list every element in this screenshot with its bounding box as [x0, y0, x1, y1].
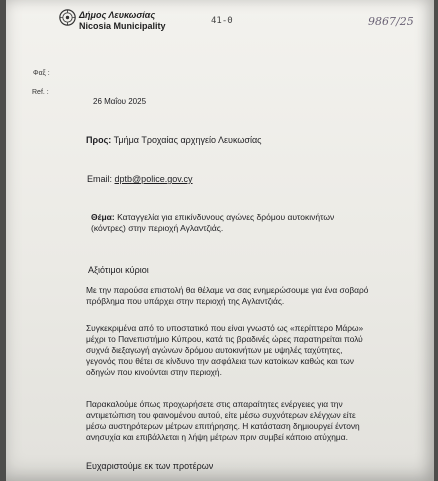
closing-line: Ευχαριστούμε εκ των προτέρων: [86, 461, 214, 471]
paragraph-1: [86, 285, 368, 307]
paragraph-line: αντιμετώπιση του φαινομένου αυτού, είτε μέσω συχνότερων ελέγχων είτε: [86, 410, 356, 420]
greeting: Αξιότιμοι κύριοι: [88, 265, 149, 275]
organization-name-greek: Δήμος Λευκωσίας: [79, 10, 156, 20]
municipality-crest-icon: [59, 9, 76, 26]
subject-line: (κόντρες) στην περιοχή Αγλαντζιάς.: [91, 223, 224, 233]
subject-line: Καταγγελία για επικίνδυνους αγώνες δρόμου αυτοκινήτων: [117, 212, 335, 222]
subject-label: Θέμα:: [91, 212, 115, 222]
paragraph-line: οδηγών που κινούνται στην περιοχή.: [86, 367, 222, 377]
subject-block: [91, 212, 334, 234]
paragraph-line: Συγκεκριμένα από το υποστατικό που είναι γνωστό ως «περίπτερο Μάρω»: [86, 323, 364, 333]
letter-date: 26 Μαΐου 2025: [93, 97, 147, 106]
paragraph-2: [86, 323, 363, 378]
handwritten-registry-number: 9867/25: [368, 15, 414, 28]
fax-label: Φαξ :: [33, 70, 50, 77]
paragraph-line: μέσω αυστηρότερων μέτρων επιτήρησης. Η κατάσταση δημιουργεί έντονη: [86, 421, 360, 431]
email-label: Email:: [87, 174, 113, 184]
email-link[interactable]: dptb@police.gov.cy: [114, 174, 193, 184]
ref-label: Ref. :: [32, 89, 49, 96]
paragraph-line: Παρακαλούμε όπως προχωρήσετε στις απαραίτητες ενέργειες για την: [86, 399, 343, 409]
recipient-value: Τμήμα Τροχαίας αρχηγείο Λευκωσίας: [113, 135, 262, 145]
paragraph-line: γεγονός που θέτει σε κίνδυνο την ασφάλεια των κατοίκων καθώς και των: [86, 356, 354, 366]
reference-number: 41-0: [211, 16, 233, 26]
paragraph-line: πρόβλημα που υπάρχει στην περιοχή της Αγλαντζιάς.: [86, 296, 285, 306]
email-line: [87, 174, 193, 184]
letter-page: [6, 0, 434, 481]
paragraph-line: Με την παρούσα επιστολή θα θέλαμε να σας ενημερώσουμε για ένα σοβαρό: [86, 285, 369, 295]
recipient-label: Προς:: [86, 135, 112, 145]
paragraph-3: [86, 399, 360, 443]
paragraph-line: συχνά διεξαγωγή αγώνων δρόμου αυτοκινήτων με υψηλές ταχύτητες,: [86, 345, 343, 355]
recipient-line: [86, 135, 262, 145]
paragraph-line: ανησυχία και επιβάλλεται η λήψη μέτρων πριν συμβεί κάποιο ατύχημα.: [86, 432, 348, 442]
organization-name-english: Nicosia Municipality: [79, 21, 166, 31]
paragraph-line: μέχρι το Πανεπιστήμιο Κύπρου, κατά τις βραδινές ώρες παρατηρείται πολύ: [86, 334, 363, 344]
